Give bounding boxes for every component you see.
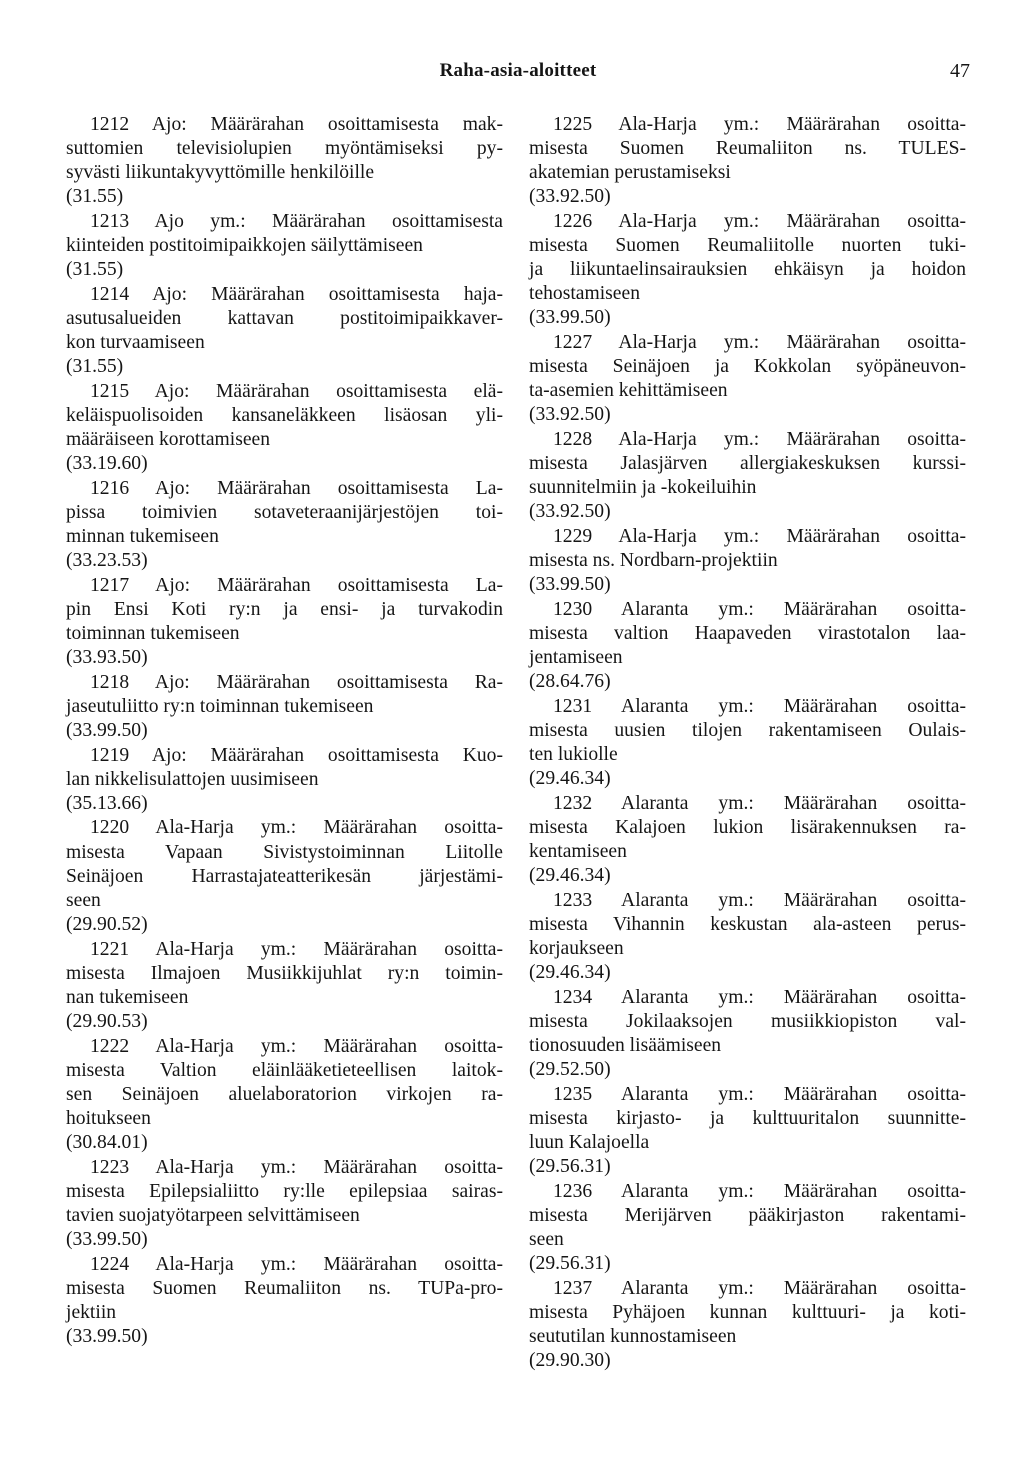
budget-code: (29.52.50) bbox=[529, 1059, 611, 1080]
budget-code: (33.19.60) bbox=[66, 453, 148, 475]
motion-entry bbox=[529, 598, 966, 694]
entry-text-line: toiminnan tukemiseen bbox=[66, 622, 240, 644]
entry-text-line: luun Kalajoella bbox=[529, 1131, 650, 1153]
entry-text-line: misesta kirjasto- ja kulttuuritalon suunnitte- bbox=[529, 1107, 966, 1129]
entry-text-line: 1223 Ala-Harja ym.: Määrärahan osoitta- bbox=[90, 1156, 503, 1178]
entry-text-line: tavien suojatyötarpeen selvittämiseen bbox=[66, 1204, 360, 1226]
entry-text-line: 1217 Ajo: Määrärahan osoittamisesta La- bbox=[90, 574, 503, 596]
entry-text-line: nan tukemiseen bbox=[66, 986, 189, 1008]
entry-text-line: pissa toimivien sotaveteraanijärjestöjen toi- bbox=[66, 501, 503, 523]
entry-text-line: 1227 Ala-Harja ym.: Määrärahan osoitta- bbox=[553, 332, 966, 354]
entry-text-line: misesta Epilepsialiitto ry:lle epilepsiaa sairas- bbox=[66, 1180, 503, 1202]
left-column bbox=[66, 113, 503, 1350]
entry-text-line: jentamiseen bbox=[529, 647, 623, 669]
budget-code: (30.84.01) bbox=[66, 1131, 148, 1153]
budget-code: (35.13.66) bbox=[66, 792, 148, 814]
entry-text-line: suttomien televisiolupien myöntämiseksi py- bbox=[66, 138, 503, 160]
budget-code: (31.55) bbox=[66, 356, 124, 378]
entry-text-line: sen Seinäjoen aluelaboratorion virkojen ra- bbox=[66, 1083, 503, 1105]
budget-code: (33.99.50) bbox=[529, 307, 611, 329]
motion-entry bbox=[66, 744, 503, 816]
entry-text-line: misesta Valtion eläinlääketieteellisen laitok- bbox=[66, 1059, 503, 1081]
budget-code: (29.46.34) bbox=[529, 865, 611, 887]
entry-text-line: 1235 Alaranta ym.: Määrärahan osoitta- bbox=[553, 1083, 966, 1105]
entry-text-line: misesta Jokilaaksojen musiikkiopiston val- bbox=[529, 1010, 966, 1032]
running-title: Raha-asia-aloitteet bbox=[439, 60, 597, 81]
budget-code: (29.46.34) bbox=[529, 962, 611, 984]
motion-entry bbox=[529, 210, 966, 330]
entry-text-line: seen bbox=[66, 889, 101, 911]
entry-text-line: seen bbox=[529, 1228, 564, 1250]
entry-text-line: 1226 Ala-Harja ym.: Määrärahan osoitta- bbox=[553, 210, 966, 232]
budget-code: (29.56.31) bbox=[529, 1155, 611, 1177]
entry-text-line: 1237 Alaranta ym.: Määrärahan osoitta- bbox=[553, 1277, 966, 1299]
motion-entry bbox=[529, 525, 966, 597]
entry-text-line: 1236 Alaranta ym.: Määrärahan osoitta- bbox=[553, 1180, 966, 1202]
budget-code: (31.55) bbox=[66, 259, 124, 281]
motion-entry bbox=[66, 283, 503, 379]
budget-code: (33.92.50) bbox=[529, 186, 611, 208]
entry-text-line: 1216 Ajo: Määrärahan osoittamisesta La- bbox=[90, 477, 503, 499]
motion-entry bbox=[66, 574, 503, 670]
page-header bbox=[66, 60, 970, 90]
motion-entry bbox=[529, 428, 966, 524]
motion-entry bbox=[529, 1277, 966, 1373]
budget-code: (31.55) bbox=[66, 186, 124, 208]
entry-text-line: misesta Pyhäjoen kunnan kulttuuri- ja koti- bbox=[529, 1301, 966, 1323]
entry-text-line: 1229 Ala-Harja ym.: Määrärahan osoitta- bbox=[553, 525, 966, 547]
entry-text-line: misesta valtion Haapaveden virastotalon laa- bbox=[529, 622, 966, 644]
entry-text-line: kon turvaamiseen bbox=[66, 332, 205, 354]
entry-text-line: tehostamiseen bbox=[529, 283, 640, 305]
entry-text-line: keläispuolisoiden kansaneläkkeen lisäosan yli- bbox=[66, 404, 503, 426]
motion-entry bbox=[529, 1083, 966, 1179]
entry-text-line: 1213 Ajo ym.: Määrärahan osoittamisesta bbox=[90, 210, 503, 232]
motion-entry bbox=[529, 1180, 966, 1276]
motion-entry bbox=[66, 938, 503, 1034]
entry-text-line: kiinteiden postitoimipaikkojen säilyttämiseen bbox=[66, 235, 423, 257]
entry-text-line: jektiin bbox=[66, 1301, 117, 1323]
entry-text-line: 1234 Alaranta ym.: Määrärahan osoitta- bbox=[553, 986, 966, 1008]
entry-text-line: misesta Suomen Reumaliiton ns. TUPa-pro- bbox=[66, 1277, 503, 1299]
entry-text-line: misesta ns. Nordbarn-projektiin bbox=[529, 550, 778, 572]
entry-text-line: määräiseen korottamiseen bbox=[66, 429, 271, 450]
entry-text-line: ten lukiolle bbox=[529, 744, 618, 765]
entry-text-line: hoitukseen bbox=[66, 1107, 151, 1129]
motion-entry bbox=[529, 986, 966, 1082]
entry-text-line: pin Ensi Koti ry:n ja ensi- ja turvakodin bbox=[66, 598, 503, 620]
entry-text-line: 1215 Ajo: Määrärahan osoittamisesta elä- bbox=[90, 380, 503, 402]
entry-text-line: misesta uusien tilojen rakentamiseen Oulais- bbox=[529, 719, 966, 741]
entry-text-line: 1233 Alaranta ym.: Määrärahan osoitta- bbox=[553, 889, 966, 911]
motion-entry bbox=[66, 816, 503, 936]
budget-code: (33.99.50) bbox=[66, 1228, 148, 1250]
motion-entry bbox=[66, 210, 503, 282]
budget-code: (29.90.30) bbox=[529, 1349, 611, 1371]
motion-entry bbox=[66, 113, 503, 209]
budget-code: (33.92.50) bbox=[529, 404, 611, 426]
entry-text-line: tionosuuden lisäämiseen bbox=[529, 1034, 722, 1056]
motion-entry bbox=[66, 1156, 503, 1252]
motion-entry bbox=[66, 1253, 503, 1349]
entry-text-line: Seinäjoen Harrastajateatterikesän järjestämi- bbox=[66, 865, 503, 887]
page-number: 47 bbox=[950, 60, 970, 82]
entry-text-line: misesta Vihannin keskustan ala-asteen perus- bbox=[529, 913, 966, 935]
motion-entry bbox=[529, 889, 966, 985]
motion-entry bbox=[66, 1035, 503, 1155]
entry-text-line: misesta Seinäjoen ja Kokkolan syöpäneuvon- bbox=[529, 356, 966, 378]
budget-code: (29.90.52) bbox=[66, 913, 148, 935]
entry-text-line: misesta Ilmajoen Musiikkijuhlat ry:n toimin- bbox=[66, 962, 503, 984]
entry-text-line: asutusalueiden kattavan postitoimipaikkaver- bbox=[66, 307, 503, 329]
budget-code: (29.56.31) bbox=[529, 1252, 611, 1274]
entry-text-line: 1218 Ajo: Määrärahan osoittamisesta Ra- bbox=[90, 671, 503, 693]
entry-text-line: 1231 Alaranta ym.: Määrärahan osoitta- bbox=[553, 695, 966, 717]
entry-text-line: 1230 Alaranta ym.: Määrärahan osoitta- bbox=[553, 598, 966, 620]
entry-text-line: akatemian perustamiseksi bbox=[529, 162, 731, 184]
motion-entry bbox=[529, 331, 966, 427]
entry-text-line: suunnitelmiin ja -kokeiluihin bbox=[529, 477, 757, 499]
entry-text-line: misesta Suomen Reumaliiton ns. TULES- bbox=[529, 138, 966, 160]
motion-entry bbox=[66, 671, 503, 743]
entry-text-line: 1220 Ala-Harja ym.: Määrärahan osoitta- bbox=[90, 817, 503, 839]
budget-code: (33.23.53) bbox=[66, 550, 148, 572]
budget-code: (29.90.53) bbox=[66, 1010, 148, 1032]
budget-code: (28.64.76) bbox=[529, 671, 611, 693]
budget-code: (29.46.34) bbox=[529, 768, 611, 790]
budget-code: (33.92.50) bbox=[529, 501, 611, 523]
budget-code: (33.93.50) bbox=[66, 647, 148, 669]
entry-text-line: lan nikkelisulattojen uusimiseen bbox=[66, 768, 319, 790]
budget-code: (33.99.50) bbox=[529, 574, 611, 596]
entry-text-line: 1214 Ajo: Määrärahan osoittamisesta haja- bbox=[90, 283, 503, 305]
entry-text-line: kentamiseen bbox=[529, 840, 627, 862]
entry-text-line: korjaukseen bbox=[529, 937, 624, 959]
right-column bbox=[529, 113, 966, 1374]
entry-text-line: 1225 Ala-Harja ym.: Määrärahan osoitta- bbox=[553, 114, 966, 135]
entry-text-line: 1228 Ala-Harja ym.: Määrärahan osoitta- bbox=[553, 429, 966, 450]
entry-text-line: misesta Vapaan Sivistystoiminnan Liitolle bbox=[66, 841, 503, 863]
entry-text-line: 1212 Ajo: Määrärahan osoittamisesta mak- bbox=[90, 114, 503, 135]
motion-entry bbox=[66, 380, 503, 476]
budget-code: (33.99.50) bbox=[66, 1325, 148, 1347]
budget-code: (33.99.50) bbox=[66, 719, 148, 741]
entry-text-line: 1219 Ajo: Määrärahan osoittamisesta Kuo- bbox=[90, 744, 503, 766]
entry-text-line: syvästi liikuntakyvyttömille henkilöille bbox=[66, 162, 375, 184]
entry-text-line: 1232 Alaranta ym.: Määrärahan osoitta- bbox=[553, 792, 966, 814]
motion-entry bbox=[529, 792, 966, 888]
entry-text-line: 1221 Ala-Harja ym.: Määrärahan osoitta- bbox=[90, 938, 503, 960]
entry-text-line: minnan tukemiseen bbox=[66, 525, 219, 547]
motion-entry bbox=[529, 113, 966, 209]
entry-text-line: misesta Suomen Reumaliitolle nuorten tuki- bbox=[529, 235, 966, 257]
motion-entry bbox=[66, 477, 503, 573]
entry-text-line: jaseutuliitto ry:n toiminnan tukemiseen bbox=[66, 695, 374, 717]
entry-text-line: 1224 Ala-Harja ym.: Määrärahan osoitta- bbox=[90, 1253, 503, 1275]
entry-text-line: ta-asemien kehittämiseen bbox=[529, 380, 728, 402]
entry-text-line: misesta Kalajoen lukion lisärakennuksen ra- bbox=[529, 816, 966, 838]
motion-entry bbox=[529, 695, 966, 791]
entry-text-line: ja liikuntaelinsairauksien ehkäisyn ja hoidon bbox=[529, 259, 966, 281]
entry-text-line: misesta Merijärven pääkirjaston rakentami- bbox=[529, 1204, 966, 1226]
entry-text-line: seututilan kunnostamiseen bbox=[529, 1325, 737, 1347]
entry-text-line: misesta Jalasjärven allergiakeskuksen kurssi- bbox=[529, 453, 966, 475]
entry-text-line: 1222 Ala-Harja ym.: Määrärahan osoitta- bbox=[90, 1035, 503, 1057]
